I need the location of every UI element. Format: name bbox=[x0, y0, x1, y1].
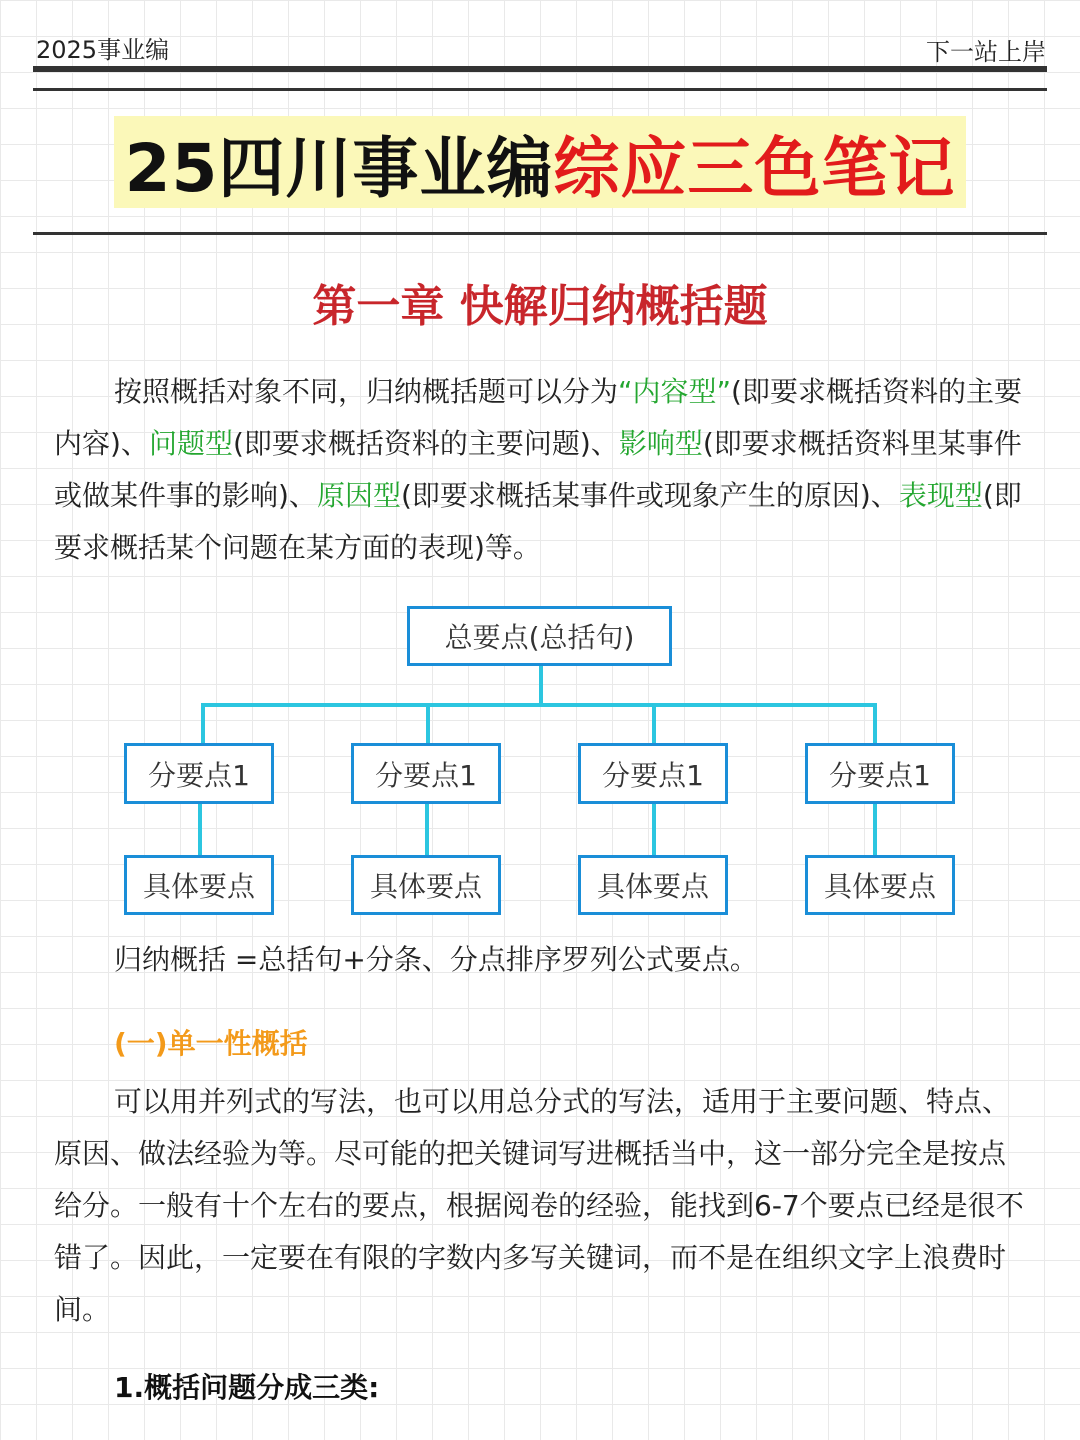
branch-connector bbox=[873, 703, 877, 745]
intro-text-2: (即要求概括资料的主要内容)、 bbox=[54, 375, 1022, 460]
diagram-branch-node: 分要点1 bbox=[351, 743, 501, 804]
title-divider bbox=[33, 232, 1047, 235]
header-divider-thin bbox=[33, 88, 1047, 91]
header-divider-thick bbox=[33, 66, 1047, 72]
child-connector bbox=[425, 802, 429, 858]
intro-paragraph bbox=[54, 366, 1029, 574]
diagram-leaf-node: 具体要点 bbox=[351, 855, 501, 915]
intro-text-1: 按照概括对象不同，归纳概括题可以分为 bbox=[114, 375, 619, 408]
intro-type-cause: 原因型 bbox=[316, 479, 401, 512]
intro-type-manifestation: 表现型 bbox=[898, 479, 983, 512]
intro-type-content: “内容型” bbox=[618, 375, 732, 408]
diagram-branch-node: 分要点1 bbox=[805, 743, 955, 804]
page-title bbox=[114, 116, 966, 208]
intro-type-problem: 问题型 bbox=[148, 427, 233, 460]
intro-type-impact: 影响型 bbox=[618, 427, 703, 460]
diagram-leaf-node: 具体要点 bbox=[124, 855, 274, 915]
intro-text-5: (即要求概括某事件或现象产生的原因)、 bbox=[400, 479, 899, 512]
intro-text-3: (即要求概括资料的主要问题)、 bbox=[232, 427, 619, 460]
diagram-leaf-node: 具体要点 bbox=[578, 855, 728, 915]
title-red-part: 综应三色笔记 bbox=[553, 129, 956, 207]
list-heading: 1.概括问题分成三类: bbox=[114, 1371, 380, 1404]
title-black-part: 25四川事业编 bbox=[124, 129, 554, 207]
section-heading: (一)单一性概括 bbox=[114, 1027, 308, 1060]
chapter-title: 第一章 快解归纳概括题 bbox=[312, 281, 768, 332]
header-left-text: 2025事业编 bbox=[36, 36, 170, 64]
branch-bus-line bbox=[201, 703, 877, 707]
intro-text-6: (即要求概括某个问题在某方面的表现)等。 bbox=[54, 479, 1022, 564]
branch-connector bbox=[201, 703, 205, 745]
diagram-branch-node: 分要点1 bbox=[578, 743, 728, 804]
header-right-text: 下一站上岸 bbox=[926, 38, 1046, 66]
diagram-leaf-node: 具体要点 bbox=[805, 855, 955, 915]
branch-connector bbox=[652, 703, 656, 745]
child-connector bbox=[873, 802, 877, 858]
child-connector bbox=[198, 802, 202, 858]
intro-text-4: (即要求概括资料里某事件或做某件事的影响)、 bbox=[54, 427, 1022, 512]
root-connector bbox=[539, 664, 543, 706]
branch-connector bbox=[426, 703, 430, 745]
child-connector bbox=[652, 802, 656, 858]
section-body: 可以用并列式的写法，也可以用总分式的写法，适用于主要问题、特点、原因、做法经验为等。尽可能的把关键词写进概括当中，这一部分完全是按点给分。一般有十个左右的要点，根据阅卷的经验，能找到6-7个要点已经是很不错了。因此，一定要在有限的字数内多写关键词，而不是在组织文字上浪费时间。 bbox=[54, 1085, 1024, 1326]
formula-text: 归纳概括 =总括句+分条、分点排序罗列公式要点。 bbox=[114, 943, 758, 976]
diagram-root-node: 总要点(总括句) bbox=[407, 606, 672, 666]
diagram-branch-node: 分要点1 bbox=[124, 743, 274, 804]
